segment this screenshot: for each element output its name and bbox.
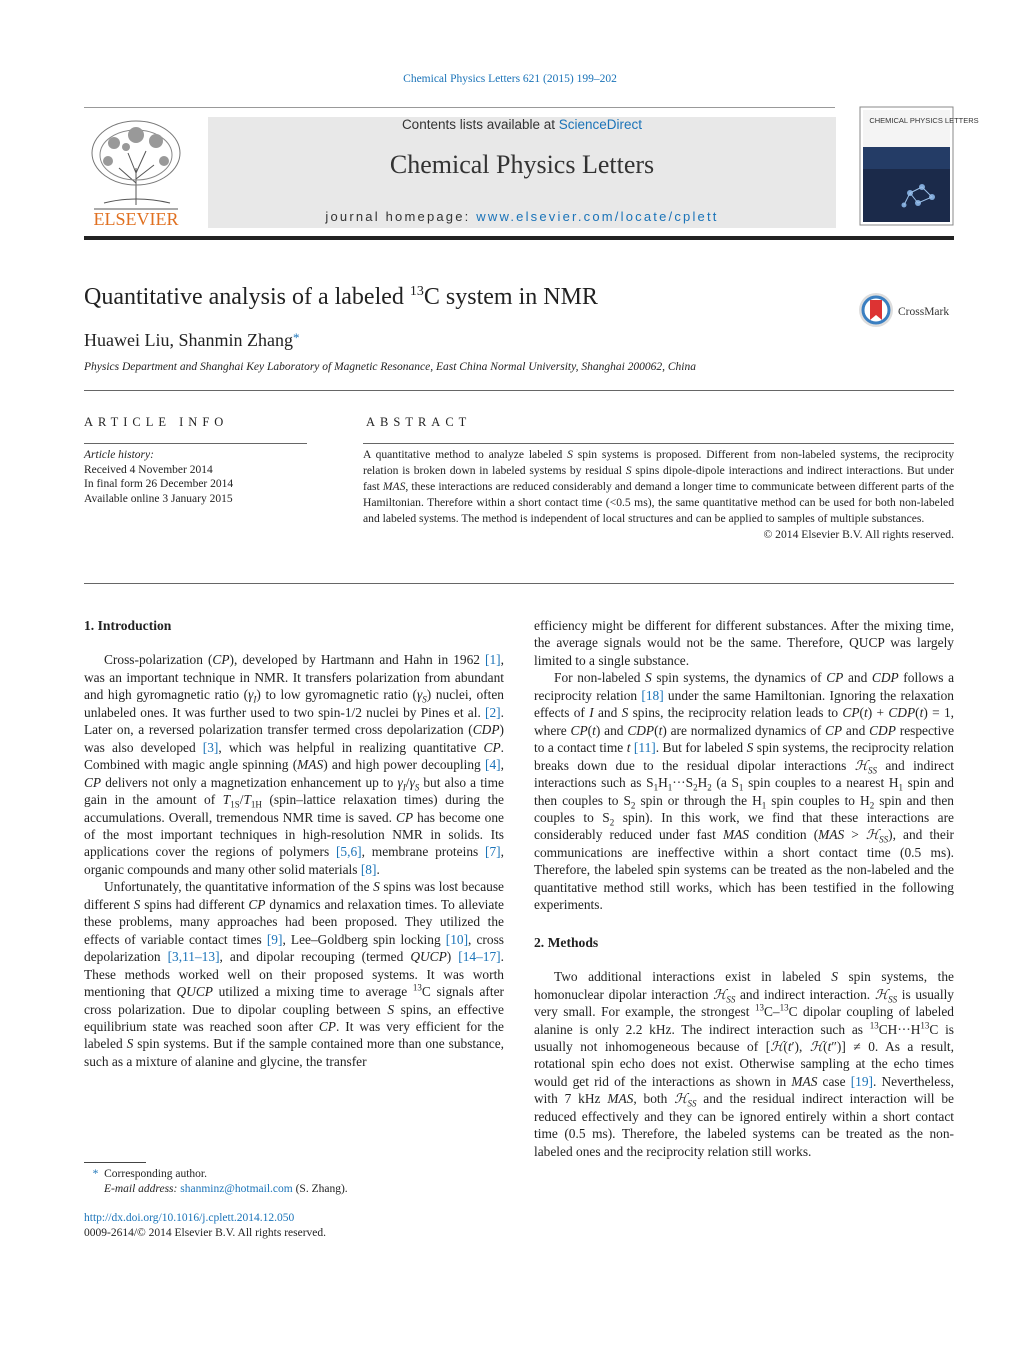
doi-link[interactable]: http://dx.doi.org/10.1016/j.cplett.2014.12.050 (84, 1212, 295, 1224)
footnote-rule (84, 1162, 146, 1163)
corresponding-author-mark[interactable]: * (292, 330, 300, 345)
homepage-link[interactable]: www.elsevier.com/locate/cplett (476, 209, 719, 224)
journal-banner (208, 117, 836, 228)
article-history: Article history: Received 4 November 2014 In final form 26 December 2014 Available online 3 January 2015 (84, 449, 234, 505)
header-thick-rule (84, 236, 954, 240)
methods-heading: 2. Methods (534, 934, 599, 950)
journal-homepage: journal homepage: www.elsevier.com/locate/cplett (325, 209, 719, 224)
divider (84, 583, 954, 584)
header-rule (84, 107, 835, 108)
abstract-text: A quantitative method to analyze labeled S spin systems is proposed. Different from non-labeled systems, the reciprocity relation is broken down in labeled systems by residual S spins dipole-dipole interactions and indirect interactions. But under fast MAS, these interactions are reduced considerably and demand a longer time to communicate between different parts of the Hamiltonian. Therefore within a short contact time (<0.5 ms), the same quantitative method can be used for both non-labeled and labeled systems. The method is independent of local structures and can be applied to samples of multiple substances. (363, 448, 954, 525)
intro-paragraph: efficiency might be different for different substances. After the mixing time, the average signals would not be the same. Therefore, QUCP was largely limited to a single substance. (534, 618, 954, 668)
journal-title: Chemical Physics Letters (389, 150, 655, 179)
divider (363, 443, 954, 444)
affiliation: Physics Department and Shanghai Key Laboratory of Magnetic Resonance, East China Normal University, Shanghai 200062, China (84, 361, 697, 373)
email-link[interactable]: shanminz@hotmail.com (180, 1183, 293, 1195)
contents-line: Contents lists available at ScienceDirect (401, 117, 643, 132)
intro-paragraph: Unfortunately, the quantitative information of the S spins was lost because different S spins had different CP dynamics and relaxation times. To alleviate these problems, many approaches had been proposed. They utilized the effects of variable contact times [9], Lee–Goldberg spin locking [10], cross depolarization [3,11–13], and dipolar recouping (termed QUCP) [14–17]. These methods worked well on their proposed systems. It was worth mentioning that QUCP utilized a mixing time to average $^{13}$C signals after cross polarization. Due to dipolar coupling between S spins, an effective equilibrium state was reached soon after CP. It was very efficient for the labeled S spin systems. But if the sample contained more than one substance, such as a mixture of alanine and glycine, the transfer (84, 879, 505, 1069)
sciencedirect-link[interactable]: ScienceDirect (558, 117, 643, 132)
divider (84, 443, 307, 444)
issn-line: 0009-2614/© 2014 Elsevier B.V. All rights reserved. (84, 1227, 327, 1239)
footnote: * Corresponding author. E-mail address: shanminz@hotmail.com (S. Zhang). (92, 1168, 348, 1195)
intro-heading: 1. Introduction (84, 618, 172, 633)
right-column (534, 617, 954, 1160)
cover-title: CHEMICAL PHYSICS LETTERS (869, 116, 979, 125)
elsevier-wordmark: ELSEVIER (93, 209, 179, 229)
crossmark-label: CrossMark (898, 306, 950, 318)
methods-paragraph: Two additional interactions exist in labeled S spin systems, the homonuclear dipolar interaction ℋ$_{SS}$ and indirect interaction. ℋ$_{SS}$ is usually very small. For example, the strongest $^{13}$C–$^{13}$C dipolar coupling of labeled alanine is only 2.2 kHz. The indirect interaction such as $^{13}CH\cdot\cdot\cdot H^{13}C$ is usually not inhomogeneous because of [ℋ(t′), ℋ(t″)] ≠ 0. As a result, rotational spin echo does not exist. Otherwise sampling at the echo times would get rid of the interactions as shown in MAS case [19]. Nevertheless, with 7 kHz MAS, both ℋ$_{SS}$ and the residual indirect interaction will be reduced effectively and they can be ignored entirely within a short contact time (0.5 ms). Therefore, the labeled systems can be treated as the non-labeled ones and the reciprocity relation still works. (534, 969, 955, 1159)
crossmark-button[interactable] (858, 290, 958, 330)
abstract-body (363, 447, 954, 543)
journal-cover-image (860, 107, 979, 225)
left-column (84, 617, 504, 1070)
article-title: Quantitative analysis of a labeled $^{13}$C system in NMR (84, 284, 598, 310)
author-list: Huawei Liu, Shanmin Zhang* (84, 330, 300, 350)
abstract-heading: ABSTRACT (366, 415, 472, 429)
elsevier-logo (84, 113, 188, 229)
divider (84, 390, 954, 391)
article-info-heading: ARTICLE INFO (84, 415, 229, 429)
intro-paragraph: For non-labeled S spin systems, the dynamics of CP and CDP follows a reciprocity relation [18] under the same Hamiltonian. Ignoring the relaxation effects of I and S spins, the reciprocity relation leads to CP(t) + CDP(t) = 1, where CP(t) and CDP(t) are normalized dynamics of CP and CDP respective to a contact time t [11]. But for labeled S spin systems, the reciprocity relation breaks down due to the residual dipolar interactions ℋ$_{SS}$ and indirect interactions such as $S_1H_1\cdot\cdot\cdot S_2H_2$ (a $S_1$ spin couples to a nearest $H_1$ spin and then couples to $S_2$ spin or through the $H_1$ spin couples to $H_2$ spin and then couples to $S_2$ spin). In this work, we find that these interactions are considerably reduced under fast MAS condition (MAS > ℋ$_{SS}$), and their communications are ineffective within a short contact time (0.5 ms). Therefore, the labeled spin systems can be treated as the non-labeled and the quantitative method still works, which has been testified in the following experiments. (534, 670, 955, 913)
doi-block (84, 1211, 326, 1241)
journal-citation[interactable]: Chemical Physics Letters 621 (2015) 199–202 (403, 73, 617, 85)
abstract-copyright: © 2014 Elsevier B.V. All rights reserved. (763, 528, 954, 541)
intro-paragraph: Cross-polarization (CP), developed by Hartmann and Hahn in 1962 [1], was an important technique in NMR. It transfers polarization from abundant and high gyromagnetic ratio $(\gamma_I)$ to low gyromagnetic ratio $(\gamma_S)$ nuclei, often unlabeled ones. It was further used to two spin-1/2 nuclei by Pines et al. [2]. Later on, a reversed polarization transfer termed cross depolarization (CDP) was also developed [3], which was helpful in realizing quantitative CP. Combined with magic angle spinning (MAS) and high power decoupling [4], CP delivers not only a magnetization enhancement up to $\gamma_I/\gamma_S$ but also a time gain in the amount of $T_{1S}/T_{1H}$ (spin–lattice relaxation times) during the accumulations. Overall, tremendous NMR time is saved. CP has become one of the most important techniques in high-resolution NMR in solids. Its applications cover the regions of polymers [5,6], membrane proteins [7], organic compounds and many other solid materials [8]. (84, 652, 505, 877)
